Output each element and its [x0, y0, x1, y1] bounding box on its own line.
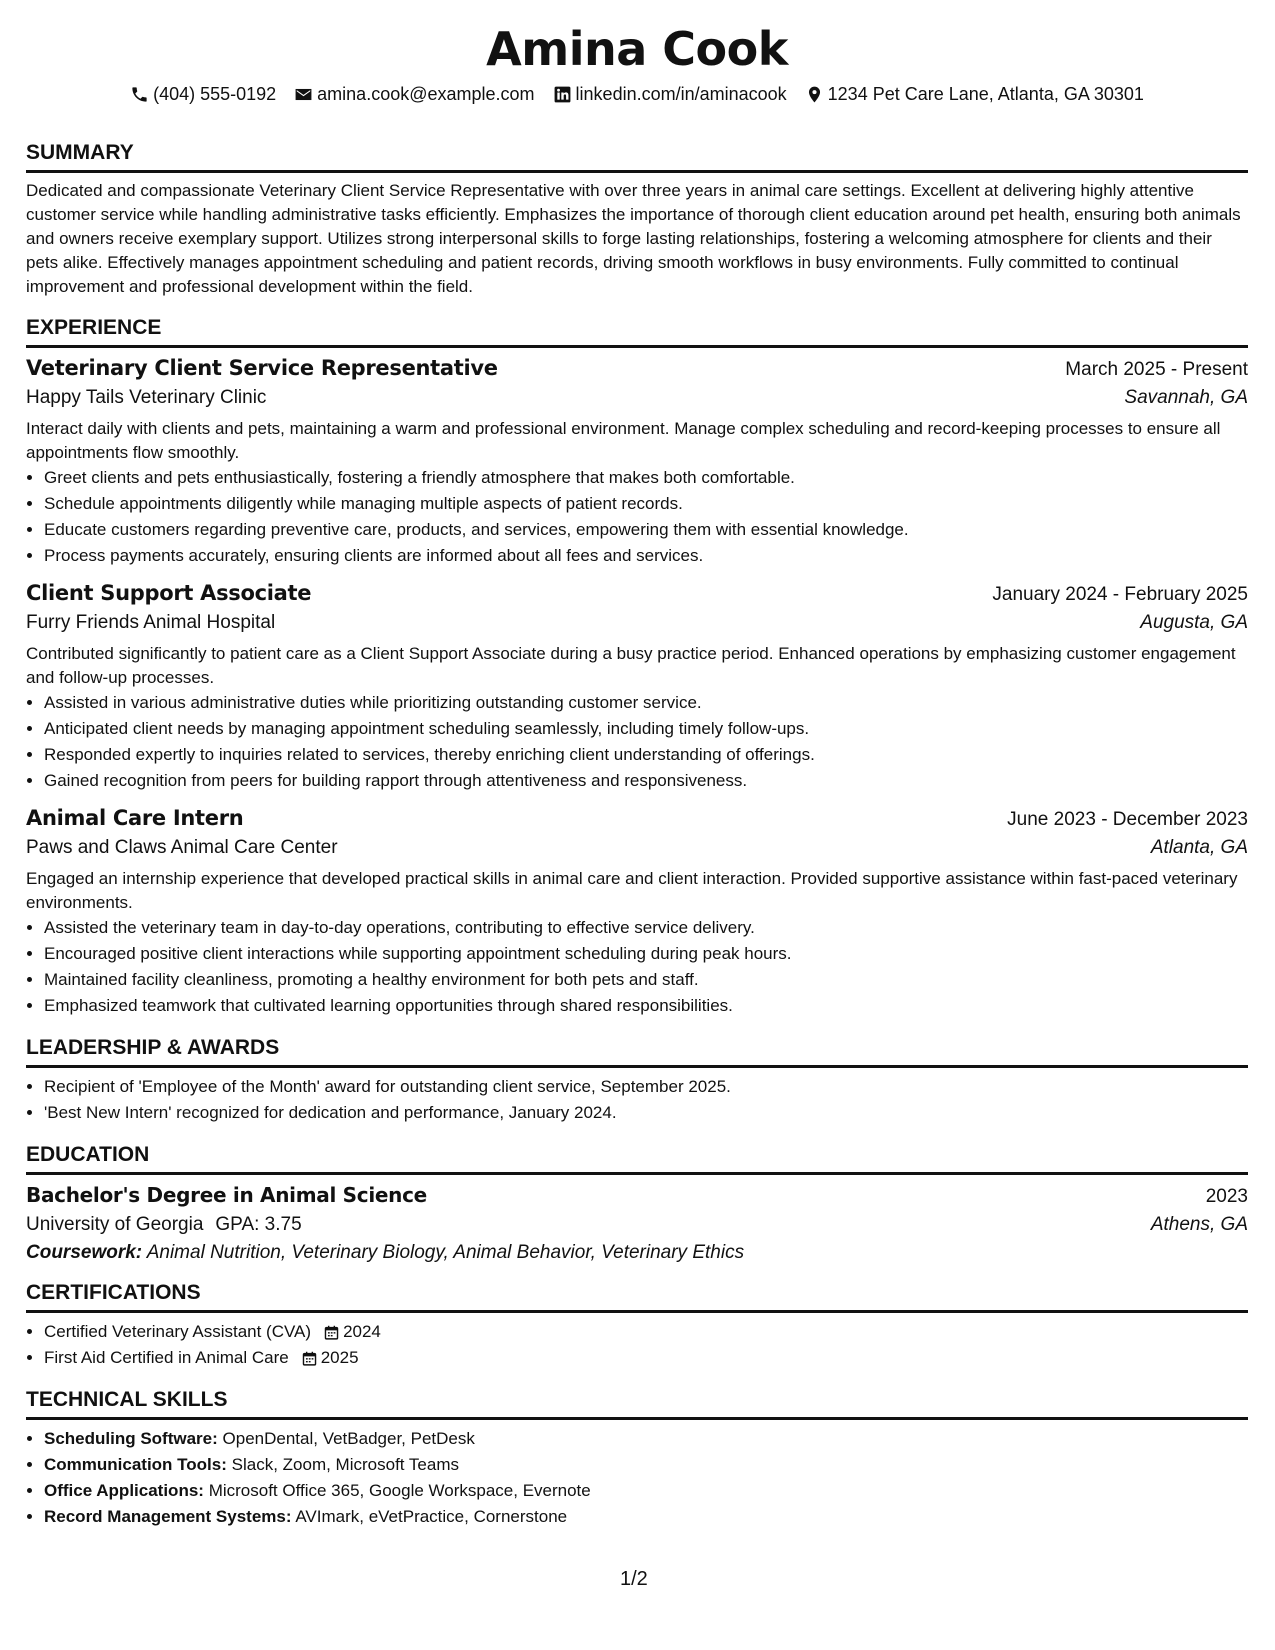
job-company: Furry Friends Animal Hospital [26, 612, 276, 633]
list-item: • Educate customers regarding preventive care, products, and services, empowering them with essential knowledge. [44, 517, 1248, 543]
page-number: 1/2 [620, 1568, 648, 1590]
list-item: • Responded expertly to inquiries related to services, thereby enriching client understanding of offerings. [44, 742, 1248, 768]
phone-icon [130, 85, 149, 104]
job-title: Client Support Associate [26, 581, 312, 605]
gpa: GPA: 3.75 [215, 1214, 302, 1235]
skill-category: Communication Tools: [44, 1455, 227, 1474]
resume-page [26, 22, 1248, 1530]
coursework-label: Coursework: [26, 1242, 143, 1263]
phone-text: (404) 555-0192 [153, 84, 277, 104]
education-section [26, 1142, 1248, 1264]
list-item [44, 1319, 1248, 1345]
candidate-name: Amina Cook [486, 22, 788, 76]
job-location: Atlanta, GA [1150, 837, 1248, 858]
experience-section [26, 315, 1248, 1019]
certifications-section [26, 1280, 1248, 1371]
list-item: • Recipient of 'Employee of the Month' award for outstanding client service, September 2025. [44, 1074, 1248, 1100]
education-entry [26, 1183, 1248, 1264]
skill-category: Record Management Systems: [44, 1507, 292, 1526]
certification-name: • First Aid Certified in Animal Care [44, 1348, 289, 1367]
job-entry [26, 581, 1248, 794]
section-title-certifications: CERTIFICATIONS [26, 1280, 1248, 1313]
job-entry [26, 806, 1248, 1019]
list-item: • Anticipated client needs by managing appointment scheduling seamlessly, including timely follow-ups. [44, 716, 1248, 742]
email-text: amina.cook@example.com [317, 84, 535, 104]
job-bullets [26, 465, 1248, 569]
job-title: Animal Care Intern [26, 806, 244, 830]
job-dates: March 2025 - Present [1065, 359, 1248, 380]
section-title-education: EDUCATION [26, 1142, 1248, 1175]
skill-values: Slack, Zoom, Microsoft Teams [231, 1455, 459, 1474]
job-location: Savannah, GA [1124, 387, 1248, 408]
section-title-leadership: LEADERSHIP & AWARDS [26, 1035, 1248, 1068]
job-bullets [26, 915, 1248, 1019]
contact-bar [26, 82, 1248, 106]
list-item: • Greet clients and pets enthusiastically, fostering a friendly atmosphere that makes both comfortable. [44, 465, 1248, 491]
award-list [26, 1074, 1248, 1126]
list-item [44, 1478, 1248, 1504]
coursework-list: Animal Nutrition, Veterinary Biology, Animal Behavior, Veterinary Ethics [146, 1242, 745, 1263]
job-description: Contributed significantly to patient care as a Client Support Associate during a busy practice period. Enhanced operations by emphasizing customer engagement and follow-up processes. [26, 644, 1236, 687]
job-entry [26, 356, 1248, 569]
list-item: • 'Best New Intern' recognized for dedication and performance, January 2024. [44, 1100, 1248, 1126]
summary-text: Dedicated and compassionate Veterinary Client Service Representative with over three years in animal care settings. Excellent at delivering highly attentive customer service while handling administrative tasks efficiently. Emphasizes the importance of thorough client education around pet health, ensuring both animals and owners receive exemplary support. Utilizes strong interpersonal skills to forge lasting relationships, fostering a welcoming atmosphere for clients and their pets alike. Effectively manages appointment scheduling and patient records, driving smooth workflows in busy environments. Fully committed to continual improvement and professional development within the field. [26, 181, 1241, 296]
list-item: • Assisted in various administrative duties while prioritizing outstanding customer service. [44, 690, 1248, 716]
list-item: • Assisted the veterinary team in day-to-day operations, contributing to effective service delivery. [44, 915, 1248, 941]
address-text: 1234 Pet Care Lane, Atlanta, GA 30301 [827, 84, 1144, 104]
certification-list [26, 1319, 1248, 1371]
linkedin-text: linkedin.com/in/aminacook [575, 84, 787, 104]
leadership-section [26, 1035, 1248, 1126]
list-item: • Encouraged positive client interactions while supporting appointment scheduling during peak hours. [44, 941, 1248, 967]
contact-linkedin[interactable] [553, 82, 787, 106]
summary-section [26, 140, 1248, 299]
certification-name: • Certified Veterinary Assistant (CVA) [44, 1322, 312, 1341]
list-item [44, 1345, 1248, 1371]
list-item: • Gained recognition from peers for building rapport through attentiveness and responsiveness. [44, 768, 1248, 794]
skill-values: AVImark, eVetPractice, Cornerstone [295, 1507, 568, 1526]
section-title-experience: EXPERIENCE [26, 315, 1248, 348]
calendar-icon [323, 1324, 340, 1341]
calendar-icon [301, 1350, 318, 1367]
skills-list [26, 1426, 1248, 1530]
skill-category: Scheduling Software: [44, 1429, 218, 1448]
skills-section [26, 1387, 1248, 1530]
list-item [44, 1504, 1248, 1530]
job-company: Happy Tails Veterinary Clinic [26, 387, 267, 408]
map-pin-icon [805, 85, 824, 104]
job-bullets [26, 690, 1248, 794]
school-name: University of Georgia [26, 1214, 204, 1235]
list-item: • Schedule appointments diligently while managing multiple aspects of patient records. [44, 491, 1248, 517]
job-description: Engaged an internship experience that developed practical skills in animal care and client interaction. Provided supportive assistance within fast-paced veterinary environments. [26, 869, 1238, 912]
job-company: Paws and Claws Animal Care Center [26, 837, 338, 858]
linkedin-icon [553, 85, 572, 104]
skill-values: OpenDental, VetBadger, PetDesk [222, 1429, 475, 1448]
skill-category: Office Applications: [44, 1481, 204, 1500]
section-title-skills: TECHNICAL SKILLS [26, 1387, 1248, 1420]
envelope-icon [294, 85, 313, 104]
job-title: Veterinary Client Service Representative [26, 356, 498, 380]
coursework [26, 1242, 1248, 1264]
list-item [44, 1426, 1248, 1452]
skill-values: Microsoft Office 365, Google Workspace, Evernote [208, 1481, 591, 1500]
section-title-summary: SUMMARY [26, 140, 1248, 173]
list-item: • Process payments accurately, ensuring clients are informed about all fees and services. [44, 543, 1248, 569]
degree-name: Bachelor's Degree in Animal Science [26, 1183, 427, 1207]
certification-year: 2025 [320, 1348, 359, 1367]
list-item [44, 1452, 1248, 1478]
job-dates: January 2024 - February 2025 [992, 584, 1248, 605]
certification-year: 2024 [343, 1322, 381, 1341]
job-location: Augusta, GA [1140, 612, 1248, 633]
school-location: Athens, GA [1150, 1214, 1248, 1235]
contact-phone[interactable] [130, 82, 276, 106]
list-item: • Maintained facility cleanliness, promoting a healthy environment for both pets and staff. [44, 967, 1248, 993]
job-description: Interact daily with clients and pets, maintaining a warm and professional environment. Manage complex scheduling and record-keeping processes to ensure all appointments flow smoothly. [26, 419, 1221, 462]
list-item: • Emphasized teamwork that cultivated learning opportunities through shared responsibilities. [44, 993, 1248, 1019]
graduation-year: 2023 [1205, 1186, 1248, 1207]
job-dates: June 2023 - December 2023 [1007, 809, 1248, 830]
contact-address [805, 82, 1144, 106]
contact-email[interactable] [294, 82, 534, 106]
